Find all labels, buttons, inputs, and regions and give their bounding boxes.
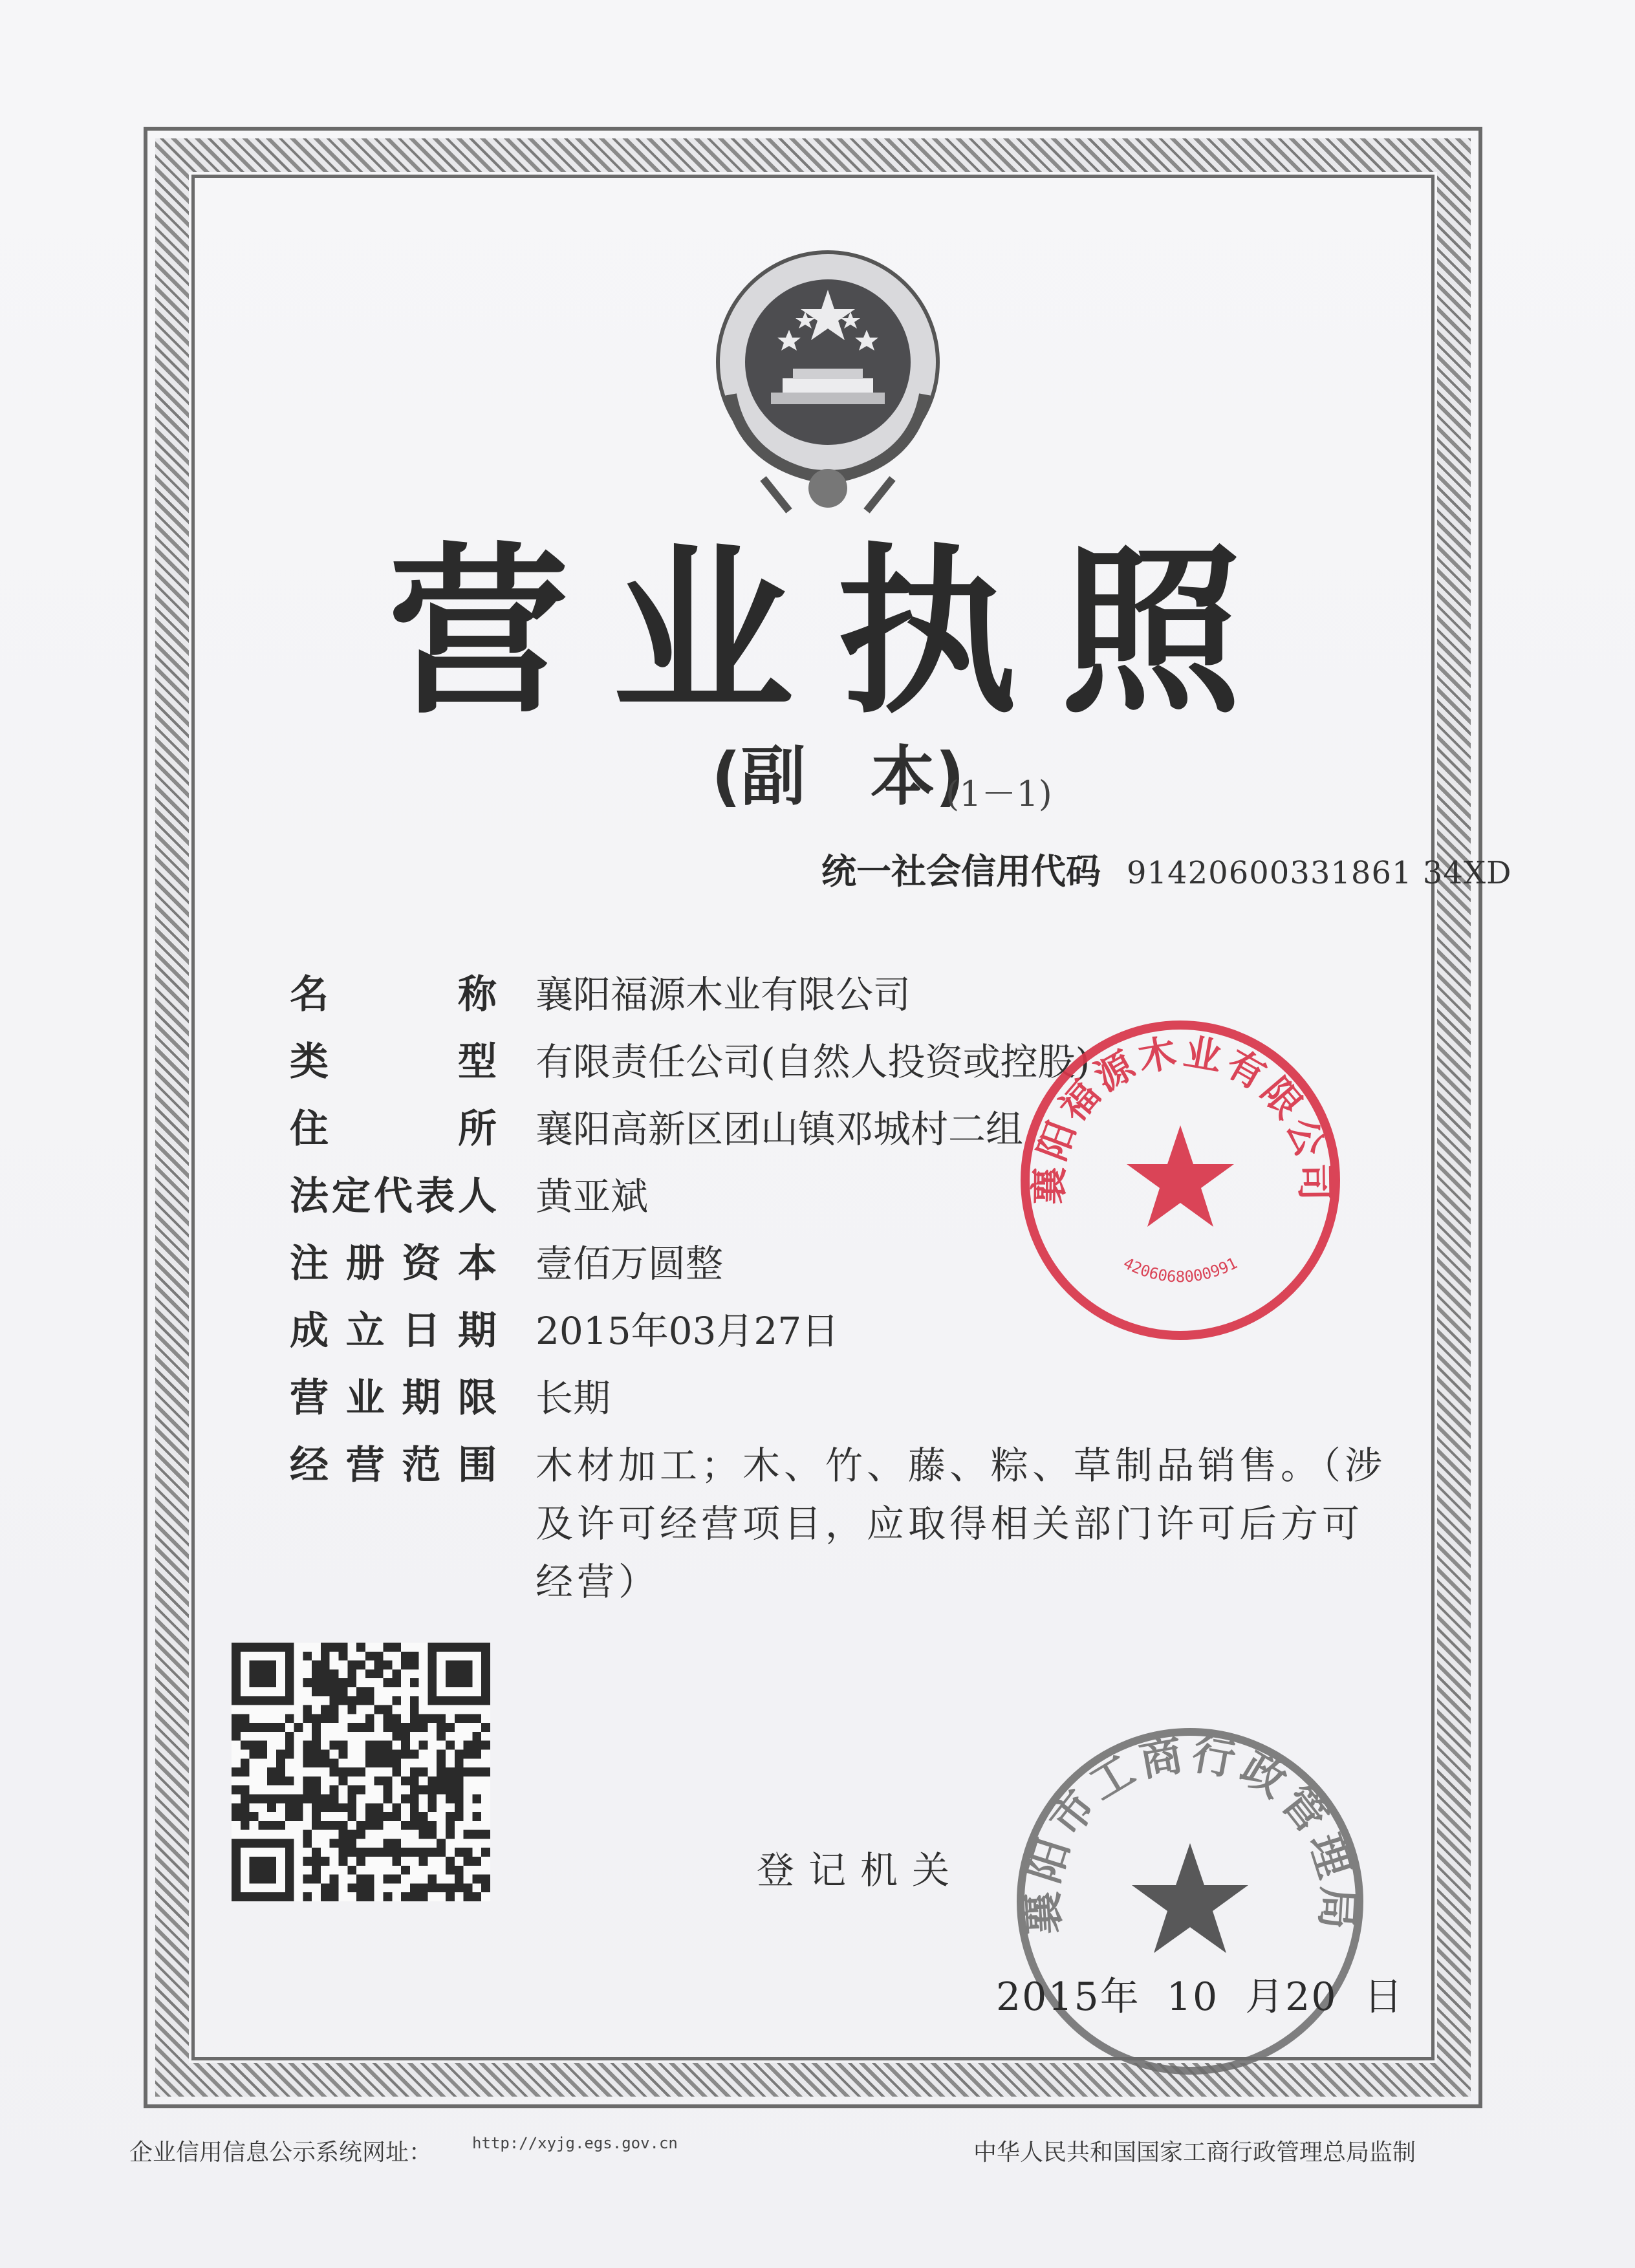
national-emblem-icon [686,233,970,517]
field-business-scope [290,1441,1402,1611]
credit-code-value: 91420600331861 34XD [1127,855,1512,891]
company-seal-number: 4206068000991 [1120,1254,1240,1286]
label-char: 范 [402,1443,441,1488]
field-value: 有限责任公司(自然人投资或控股) [536,1040,1090,1084]
label-char: 人 [458,1174,497,1219]
company-seal-icon [1015,1015,1345,1345]
label-char: 围 [457,1443,497,1488]
footer-website-url: http://xyjg.egs.gov.cn [472,2134,678,2152]
label-char: 本 [457,1241,497,1286]
footer-supervisor: 中华人民共和国国家工商行政管理总局监制 [973,2139,1416,2166]
company-seal-text: 襄阳福源木业有限公司 [1027,1030,1337,1205]
field-label [290,1037,497,1086]
field-name [290,970,1402,1019]
label-char: 型 [458,1039,497,1085]
title-char: 照 [1060,528,1242,739]
authority-seal-text: 襄阳市工商行政管理局 [1017,1729,1363,1936]
label-char: 立 [345,1308,385,1354]
field-label [290,1172,497,1221]
issue-date: 2015年 10 月20 日 [996,1974,1404,2020]
field-value: 木材加工；木、竹、藤、粽、草制品销售。（涉及许可经营项目，应取得相关部门许可后方可经营） [536,1443,1387,1604]
registration-authority-label: 登记机关 [757,1848,964,1892]
qr-code [232,1643,490,1901]
svg-text:4206068000991 [1120,1254,1240,1286]
label-char: 业 [345,1376,385,1421]
label-char: 定 [332,1174,371,1219]
field-value: 黄亚斌 [536,1174,649,1218]
label-char: 住 [290,1107,329,1152]
label-char: 资 [402,1241,441,1286]
label-char: 营 [290,1376,329,1421]
title-char: 营 [388,528,569,739]
label-char: 表 [416,1174,455,1219]
title-char: 业 [612,528,794,739]
field-value: 长期 [536,1376,611,1420]
label-char: 类 [290,1039,329,1085]
copy-number: (1－1) [946,773,1052,814]
label-char: 法 [290,1174,329,1219]
license-title [388,511,1242,739]
label-char: 名 [290,972,329,1017]
copy-type-label: (副 本) [711,739,965,814]
label-char: 所 [458,1107,497,1152]
label-char: 经 [290,1443,329,1488]
field-label [290,1306,497,1355]
field-label [290,1105,497,1154]
footer-website-label: 企业信用信息公示系统网址： [129,2139,433,2166]
label-char: 日 [402,1308,441,1354]
field-value: 襄阳福源木业有限公司 [536,973,911,1017]
label-char: 代 [374,1174,413,1219]
label-char: 称 [458,972,497,1017]
credit-code-row [821,844,1512,894]
field-label [290,970,497,1019]
label-char: 限 [457,1376,497,1421]
field-label [290,1239,497,1288]
label-char: 成 [290,1308,329,1354]
field-label [290,1441,497,1490]
field-value: 襄阳高新区团山镇邓城村二组 [536,1107,1024,1151]
field-label [290,1374,497,1423]
label-char: 册 [345,1241,385,1286]
field-business-term [290,1374,1402,1423]
field-value: 2015年03月27日 [536,1309,839,1353]
credit-code-label: 统一社会信用代码 [821,851,1101,892]
title-char: 执 [836,528,1018,739]
label-char: 期 [402,1376,441,1421]
authority-seal-icon [1009,1720,1371,2082]
label-char: 注 [290,1241,329,1286]
label-char: 营 [345,1443,385,1488]
field-value: 壹佰万圆整 [536,1242,724,1286]
label-char: 期 [457,1308,497,1354]
